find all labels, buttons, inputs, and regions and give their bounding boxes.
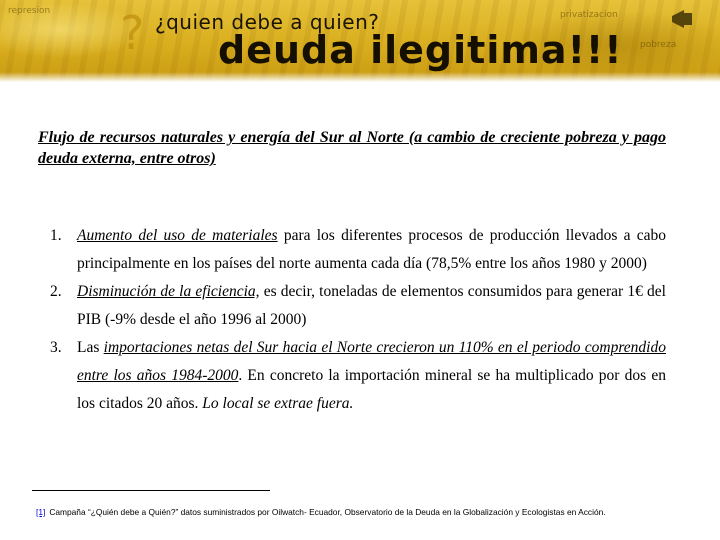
list-number: 2. — [50, 283, 62, 300]
collage-word: represion — [8, 6, 51, 16]
list-number: 3. — [50, 339, 62, 356]
banner-title-big: deuda ilegitima!!! — [218, 28, 623, 72]
megaphone-icon — [668, 4, 698, 34]
item-text: es decir, toneladas de elementos consumidos para generar 1€ del PIB (-9% desde el año 1996 al 2000) — [77, 283, 666, 328]
item-text: para los diferentes procesos de producción llevados a cabo principalmente en los países del norte aumenta cada día (78,5% entre los años 1980 y 2000) — [77, 227, 666, 272]
collage-word: pobreza — [640, 40, 677, 50]
footnote-text: Campaña “¿Quién debe a Quién?” datos suministrados por Oilwatch- Ecuador, Observatorio de la Deuda en la Globalización y Ecologistas en Acción. — [49, 507, 606, 517]
footnote-divider — [32, 490, 270, 491]
header-banner — [0, 0, 720, 82]
footnote — [36, 507, 720, 517]
banner-fade — [0, 72, 720, 82]
list-item — [38, 222, 666, 278]
collage-word: privatizacion — [560, 10, 618, 20]
list-item — [38, 278, 666, 334]
slide-heading: Flujo de recursos naturales y energía del Sur al Norte (a cambio de creciente pobreza y pago deuda externa, entre otros) — [38, 129, 666, 167]
item-text: . En concreto la importación mineral se ha multiplicado por dos en los citados 20 años. — [77, 367, 666, 412]
list-item — [38, 334, 666, 418]
list-number: 1. — [50, 227, 62, 244]
item-lead: importaciones netas del Sur hacia el Norte crecieron un 110% en el periodo comprendido entre los años 1984-2000 — [77, 339, 666, 384]
item-tail: Lo local se extrae fuera. — [202, 395, 354, 412]
item-lead: Aumento del uso de materiales — [77, 227, 278, 244]
banner-title-small: ¿quien debe a quien? — [155, 10, 380, 34]
footnote-ref-link[interactable]: [1] — [36, 507, 46, 517]
item-prefix: Las — [77, 339, 104, 356]
points-list — [38, 222, 666, 418]
question-mark-graphic: ? — [120, 6, 145, 60]
item-lead: Disminución de la eficiencia, — [77, 283, 260, 300]
